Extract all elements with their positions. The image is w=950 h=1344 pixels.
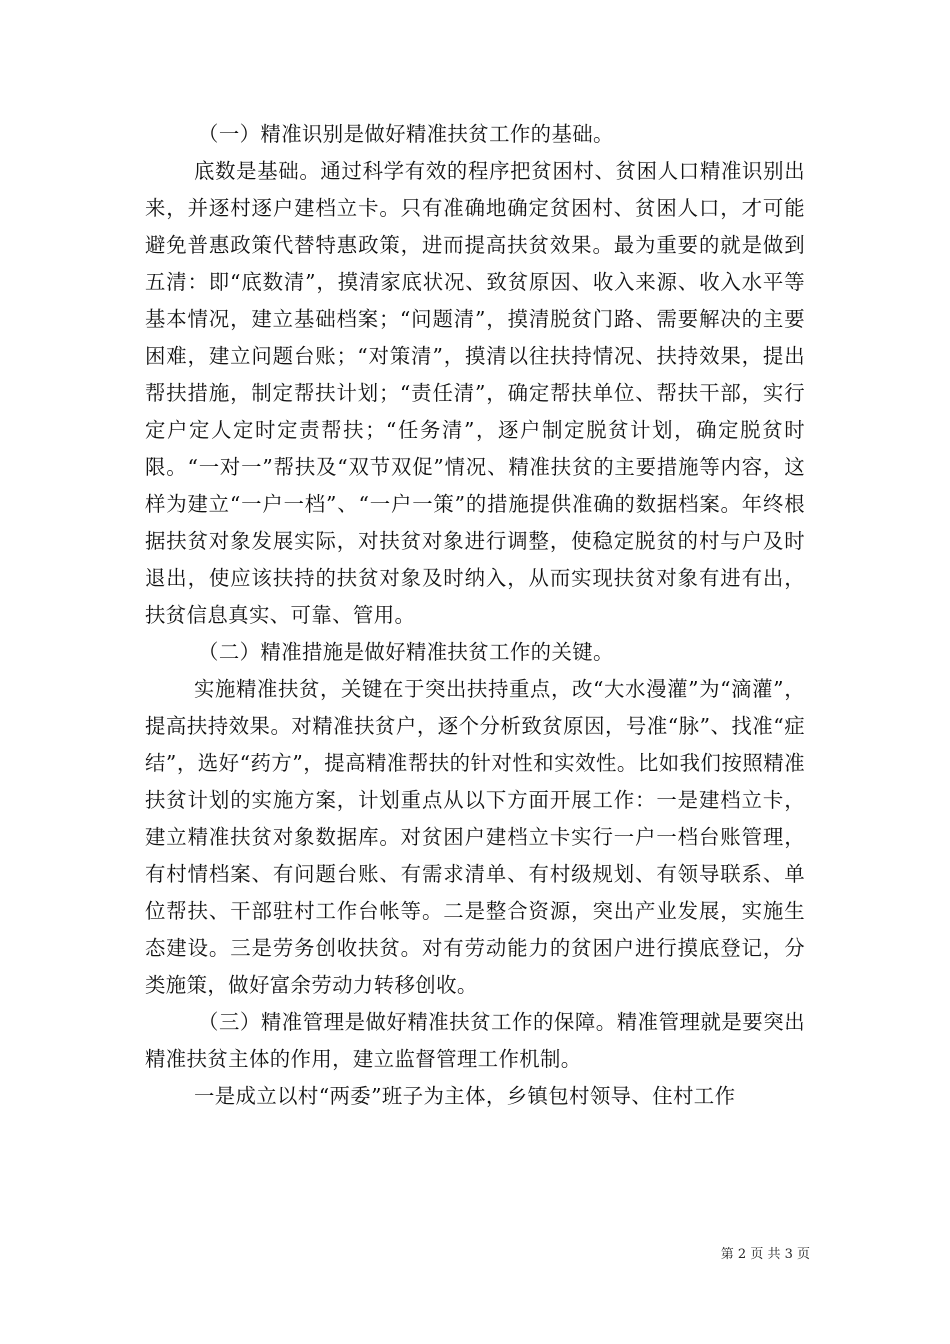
section-heading-3: （三）精准管理是做好精准扶贫工作的保障。精准管理就是要突出精准扶贫主体的作用，建立监督管理工作机制。: [145, 1010, 805, 1071]
paragraph-2: 实施精准扶贫，关键在于突出扶持重点，改“大水漫灌”为“滴灌”，提高扶持效果。对精准扶贫户，逐个分析致贫原因，号准“脉”、找准“症结”，选好“药方”，提高精准帮扶的针对性和实效性。比如我们按照精准扶贫计划的实施方案，计划重点从以下方面开展工作：一是建档立卡，建立精准扶贫对象数据库。对贫困户建档立卡实行一户一档台账管理，有村情档案、有问题台账、有需求清单、有村级规划、有领导联系、单位帮扶、干部驻村工作台帐等。二是整合资源，突出产业发展，实施生态建设。三是劳务创收扶贫。对有劳动能力的贫困户进行摸底登记，分类施策，做好富余劳动力转移创收。: [145, 677, 805, 997]
paragraph-1: 底数是基础。通过科学有效的程序把贫困村、贫困人口精准识别出来，并逐村逐户建档立卡。只有准确地确定贫困村、贫困人口，才可能避免普惠政策代替特惠政策，进而提高扶贫效果。最为重要的就是做到五清：即“底数清”，摸清家底状况、致贫原因、收入来源、收入水平等基本情况，建立基础档案；“问题清”，摸清脱贫门路、需要解决的主要困难，建立问题台账；“对策清”，摸清以往扶持情况、扶持效果，提出帮扶措施，制定帮扶计划；“责任清”，确定帮扶单位、帮扶干部，实行定户定人定时定责帮扶；“任务清”，逐户制定脱贫计划，确定脱贫时限。“一对一”帮扶及“双节双促”情况、精准扶贫的主要措施等内容，这样为建立“一户一档”、“一户一策”的措施提供准确的数据档案。年终根据扶贫对象发展实际，对扶贫对象进行调整，使稳定脱贫的村与户及时退出，使应该扶持的扶贫对象及时纳入，从而实现扶贫对象有进有出，扶贫信息真实、可靠、管用。: [145, 159, 805, 627]
paragraph-3: 一是成立以村“两委”班子为主体，乡镇包村领导、住村工作: [193, 1084, 736, 1108]
section-heading-2: （二）精准措施是做好精准扶贫工作的关键。: [198, 640, 614, 664]
page-number-footer: 第 2 页 共 3 页: [720, 1247, 810, 1262]
document-body: [145, 116, 805, 1115]
section-heading-1: （一）精准识别是做好精准扶贫工作的基础。: [198, 122, 614, 146]
